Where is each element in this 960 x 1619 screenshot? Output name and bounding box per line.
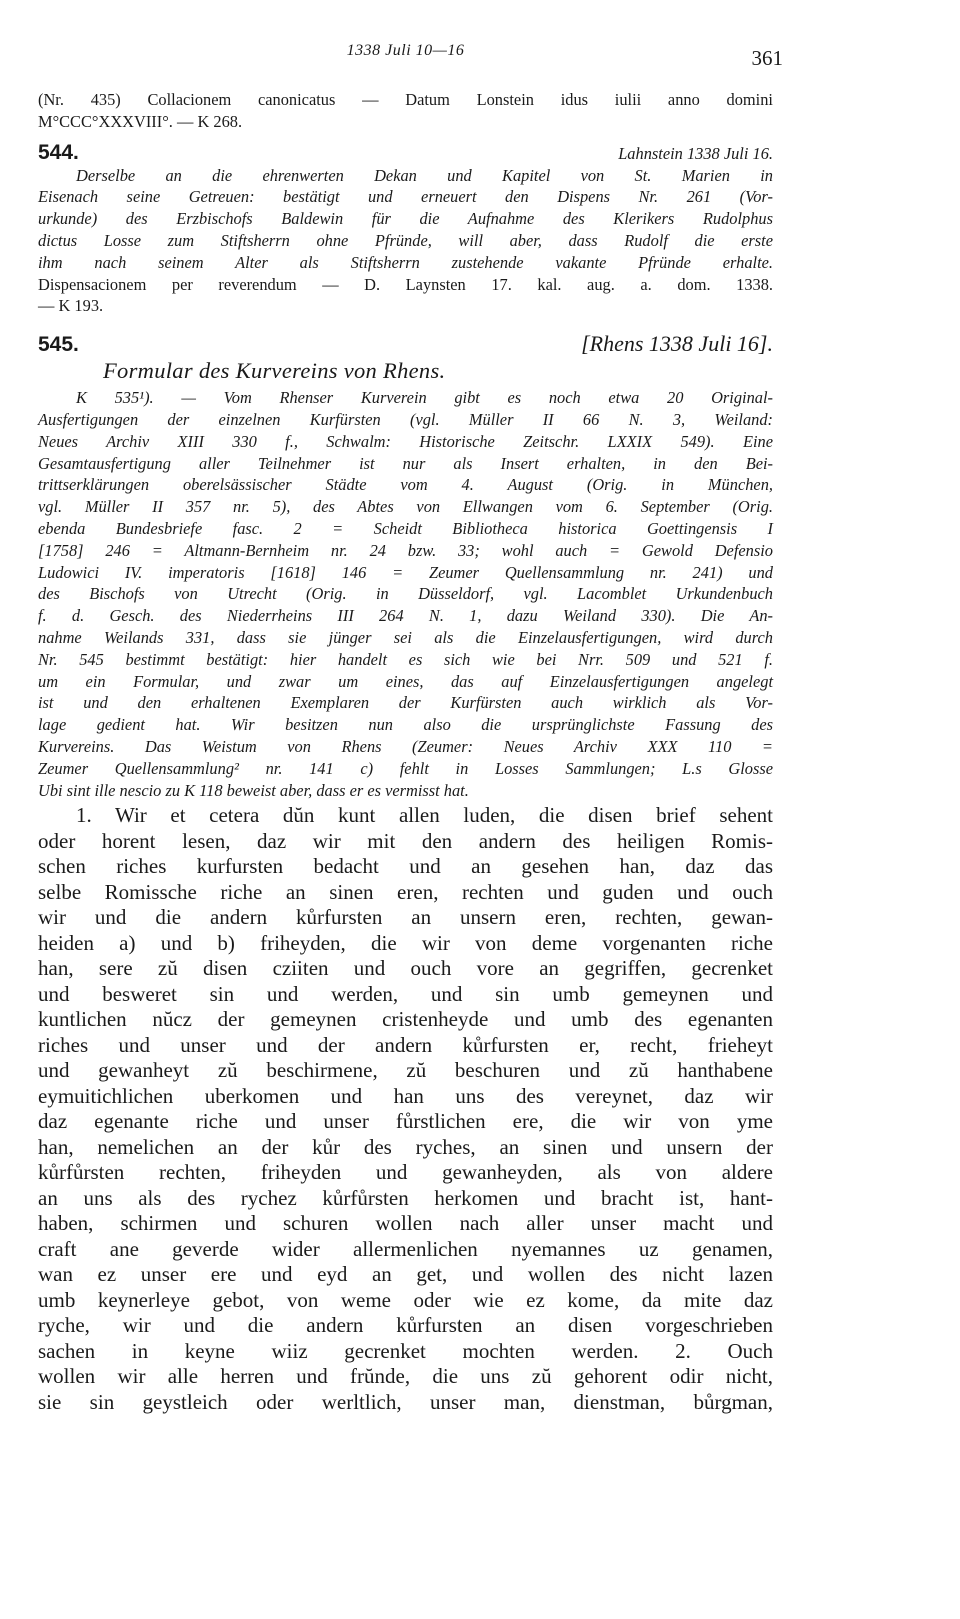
text-line: dictus Losse zum Stiftsherrn ohne Pfründe, will aber, dass Rudolf die erste (38, 230, 773, 250)
text-line: wir und die andern kůrfursten an unsern eren, rechten, gewan- (38, 905, 773, 930)
text-line: ryche, wir und die andern kůrfursten an disen vorgeschrieben (38, 1313, 773, 1338)
text-line: riches und unser und der andern kůrfursten er, recht, frieheyt (38, 1032, 773, 1057)
text-line: um ein Formular, und zwar um eines, das auf Einzelausfertigungen angelegt (38, 671, 773, 691)
text-line: heiden a) und b) friheyden, die wir von deme vorgenanten riche (38, 930, 773, 955)
running-head: 1338 Juli 10—16 (346, 42, 465, 59)
entry-544-heading (38, 141, 773, 165)
text-line: craft ane geverde wider allermenlichen nyemannes uz genamen, (38, 1236, 773, 1261)
page-number: 361 (751, 46, 783, 70)
text-line: 1. Wir et cetera dŭn kunt allen luden, die disen brief sehent (76, 803, 773, 828)
text-line: Eisenach seine Getreuen: bestätigt und erneuert den Dispens Nr. 261 (Vor- (38, 187, 773, 207)
text-line: trittserklärungen oberelsässischer Städte vom 4. August (Orig. in München, (38, 475, 773, 495)
text-line: han, sere zŭ disen cziiten und ouch vore an gegriffen, gecrenket (38, 956, 773, 981)
text-line: ihm nach seinem Alter als Stiftsherrn zustehende vakante Pfründe erhalte. (38, 252, 773, 272)
text-line: umb keynerleye gebot, von weme oder wie ez kome, da mite daz (38, 1287, 773, 1312)
text-line: Neues Archiv XIII 330 f., Schwalm: Historische Zeitschr. LXXIX 549). Eine (38, 431, 773, 451)
entry-545-heading (38, 331, 773, 357)
text-line: Derselbe an die ehrenwerten Dekan und Kapitel von St. Marien in (76, 165, 773, 185)
text-line: selbe Romissche riche an sinen eren, rechten und guden und ouch (38, 879, 773, 904)
text-line: schen riches kurfursten bedacht und an gesehen han, daz das (38, 854, 773, 879)
text-line: ebenda Bundesbriefe fasc. 2 = Scheidt Bibliotheca historica Goettingensis I (38, 518, 773, 538)
text-line: M°CCC°XXXVIII°. — K 268. (38, 111, 243, 131)
text-line: lage gedient hat. Wir besitzen nun also die ursprünglichste Fassung des (38, 715, 773, 735)
entry-title: Formular des Kurvereins von Rhens. (103, 358, 446, 384)
text-line: Ubi sint ille nescio zu K 118 beweist aber, dass er es vermisst hat. (38, 780, 469, 800)
entry-544 (38, 141, 773, 318)
page-header (38, 36, 783, 76)
text-line: oder horent lesen, daz wir mit den andern des heiligen Romis- (38, 828, 773, 853)
text-line: eymuitichlichen uberkomen und han uns des vereynet, daz wir (38, 1083, 773, 1108)
text-line: (Nr. 435) Collacionem canonicatus — Datum Lonstein idus iulii anno domini (38, 90, 773, 109)
text-line: Zeumer Quellensammlung² nr. 141 c) fehlt in Losses Sammlungen; L.s Glosse (38, 758, 773, 778)
charter-text (38, 803, 773, 1415)
text-line: K 535¹). — Vom Rhenser Kurverein gibt es noch etwa 20 Original- (76, 388, 773, 408)
entry-435-end (38, 89, 773, 133)
text-line: f. d. Gesch. des Niederrheins III 264 N. 1, dazu Weiland 330). Die An- (38, 606, 773, 626)
text-line: urkunde) des Erzbischofs Baldewin für die Aufnahme des Klerikers Rudolphus (38, 209, 773, 229)
text-line: sie sin geystleich oder werltlich, unser man, dienstman, bůrgman, (38, 1389, 773, 1414)
text-line: Ausfertigungen der einzelnen Kurfürsten (vgl. Müller II 66 N. 3, Weiland: (38, 409, 773, 429)
document-page (38, 36, 783, 1415)
text-line: des Bischofs von Utrecht (Orig. in Düsseldorf, vgl. Lacomblet Urkundenbuch (38, 584, 773, 604)
editorial-note (38, 387, 773, 801)
entry-545 (38, 331, 773, 1415)
text-line: Ludowici IV. imperatoris [1618] 146 = Zeumer Quellensammlung nr. 241) und (38, 562, 773, 582)
entry-date: Lahnstein 1338 Juli 16. (618, 143, 773, 163)
text-line: sachen in keyne wiiz gecrenket mochten werden. 2. Ouch (38, 1338, 773, 1363)
entry-number: 545. (38, 333, 79, 357)
regest-text (38, 165, 773, 318)
text-line: kuntlichen nŭcz der gemeynen cristenheyde und umb des egenanten (38, 1007, 773, 1032)
text-line: wollen wir alle herren und frŭnde, die uns zŭ gehorent odir nicht, (38, 1364, 773, 1389)
text-line: ist und den erhaltenen Exemplaren der Kurfürsten auch wirklich als Vor- (38, 693, 773, 713)
text-line: haben, schirmen und schuren wollen nach aller unser macht und (38, 1211, 773, 1236)
text-line: vgl. Müller II 357 nr. 5), des Abtes von Ellwangen vom 6. September (Orig. (38, 497, 773, 517)
text-line: Gesamtausfertigung aller Teilnehmer ist nur als Insert erhalten, in den Bei- (38, 453, 773, 473)
text-line: an uns als des rychez kůrfůrsten herkomen und bracht ist, hant- (38, 1185, 773, 1210)
text-line: nahme Weilands 331, dass sie jünger sei als die Einzelausfertigungen, wird durch (38, 627, 773, 647)
text-line: wan ez unser ere und eyd an get, und wollen des nicht lazen (38, 1262, 773, 1287)
entry-date: [Rhens 1338 Juli 16]. (581, 331, 773, 357)
text-line: [1758] 246 = Altmann-Bernheim nr. 24 bzw. 33; wohl auch = Gewold Defensio (38, 540, 773, 560)
entry-number: 544. (38, 140, 79, 164)
text-line: und gewanheyt zŭ beschirmene, zŭ beschuren und zŭ hanthabene (38, 1058, 773, 1083)
text-line: Nr. 545 bestimmt bestätigt: hier handelt es sich wie bei Nrr. 509 und 521 f. (38, 649, 773, 669)
text-line: und besweret sin und werden, und sin umb gemeynen und (38, 981, 773, 1006)
text-line: Kurvereins. Das Weistum von Rhens (Zeumer: Neues Archiv XXX 110 = (38, 736, 773, 756)
text-line: Dispensacionem per reverendum — D. Laynsten 17. kal. aug. a. dom. 1338. (38, 274, 773, 294)
text-line: — K 193. (38, 296, 104, 316)
text-line: kůrfůrsten rechten, friheyden und gewanheyden, als von aldere (38, 1160, 773, 1185)
text-line: daz egenante riche und unser fůrstlichen ere, die wir von yme (38, 1109, 773, 1134)
text-line: han, nemelichen an der kůr des ryches, an sinen und unsern der (38, 1134, 773, 1159)
